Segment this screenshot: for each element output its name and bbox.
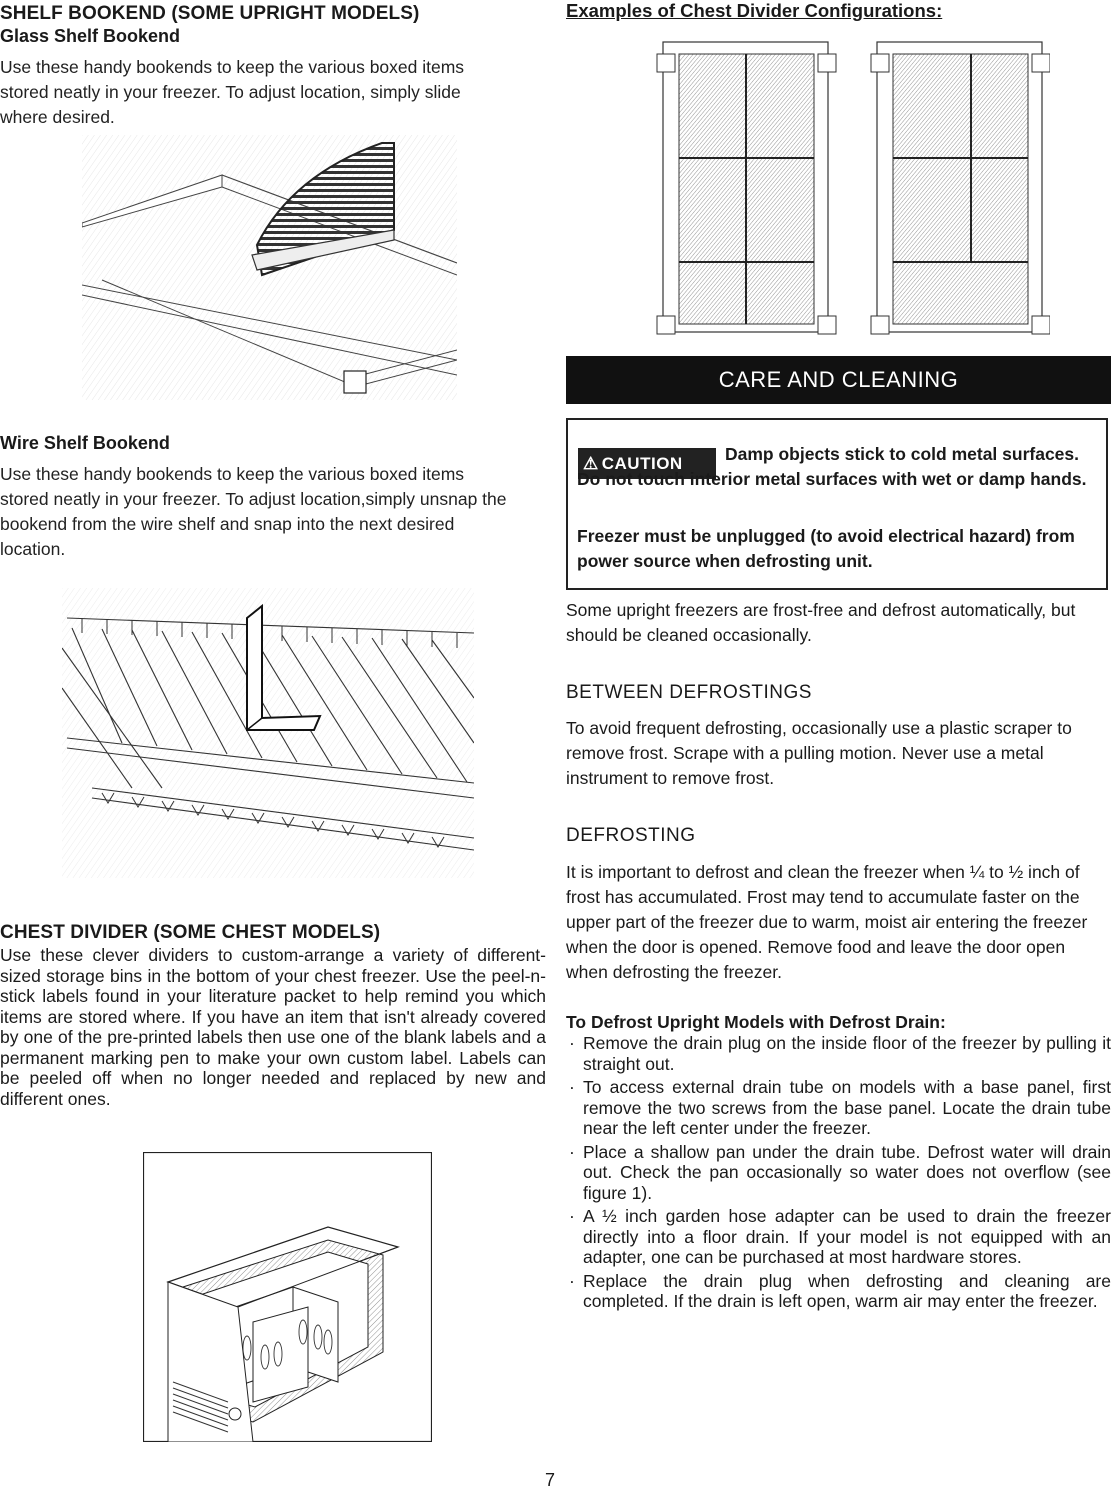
care-and-cleaning-banner: CARE AND CLEANING — [566, 356, 1111, 404]
caution-label: CAUTION — [601, 454, 683, 473]
chest-freezer-illustration — [143, 1152, 432, 1442]
caution-line-1: Damp objects stick to cold metal surfaces. Do not touch interior metal surfaces with wet or damp hands. — [577, 444, 1087, 489]
shelf-bookend-heading: SHELF BOOKEND (SOME UPRIGHT MODELS) — [0, 3, 420, 24]
between-defrostings-text: To avoid frequent defrosting, occasionally use a plastic scraper to remove frost. Scrape with a pulling motion. Never use a metal instrument to remove frost. — [566, 718, 1072, 788]
caution-line-2: Freezer must be unplugged (to avoid electrical hazard) from power source when defrosting unit. — [577, 526, 1075, 571]
care-intro: Some upright freezers are frost-free and defrost automatically, but should be cleaned occasionally. — [566, 600, 1076, 645]
configuration-right — [871, 42, 1050, 334]
examples-heading: Examples of Chest Divider Configurations: — [566, 0, 943, 21]
chest-divider-heading: CHEST DIVIDER (SOME CHEST MODELS) — [0, 922, 381, 943]
wire-shelf-bookend-illustration — [62, 588, 474, 878]
defrosting-text: It is important to defrost and clean the freezer when ¼ to ½ inch of frost has accumulated. Frost may tend to accumulate faster on the upper part of the freezer due to warm, moist air entering the freezer when the door is opened. Remove food and leave the door open when defrosting the freezer. — [566, 862, 1088, 982]
upright-drain-heading: To Defrost Upright Models with Defrost Drain: — [566, 1012, 946, 1032]
warning-icon: ⚠ — [583, 454, 599, 473]
chest-divider-configurations — [655, 34, 1050, 344]
wire-shelf-heading: Wire Shelf Bookend — [0, 433, 170, 453]
wire-shelf-text: Use these handy bookends to keep the various boxed items stored neatly in your freezer. To adjust location,simply unsnap the bookend from the wire shelf and snap into the next desired location. — [0, 464, 507, 559]
defrost-step: · Remove the drain plug on the inside floor of the freezer by pulling it straight out. — [566, 1033, 1111, 1074]
page-number: 7 — [545, 1470, 556, 1490]
defrost-steps — [566, 1033, 1111, 1315]
defrost-step: · To access external drain tube on models with a base panel, first remove the two screws from the base panel. Locate the drain tube near the left center under the freezer. — [566, 1077, 1111, 1139]
glass-shelf-text: Use these handy bookends to keep the various boxed items stored neatly in your freezer. To adjust location, simply slide where desired. — [0, 57, 465, 127]
defrosting-heading: DEFROSTING — [566, 825, 696, 846]
glass-shelf-bookend-illustration — [82, 135, 457, 400]
caution-box — [566, 418, 1108, 590]
defrost-step: · Replace the drain plug when defrosting and cleaning are completed. If the drain is left open, warm air may enter the freezer. — [566, 1271, 1111, 1312]
between-defrostings-heading: BETWEEN DEFROSTINGS — [566, 682, 812, 703]
glass-shelf-heading: Glass Shelf Bookend — [0, 26, 181, 46]
configuration-left — [657, 42, 836, 334]
defrost-step: · Place a shallow pan under the drain tube. Defrost water will drain out. Check the pan occasionally so water does not overflow (see figure 1). — [566, 1142, 1111, 1204]
defrost-step: · A ½ inch garden hose adapter can be used to drain the freezer directly into a floor drain. If your model is not equipped with an adapter, one can be purchased at most hardware stores. — [566, 1206, 1111, 1268]
chest-divider-text: Use these clever dividers to custom-arrange a variety of different-sized storage bins in the bottom of your chest freezer. Use the peel-n-stick labels found in your literature packet to help remind you which items are stored where. If you have an item that isn't already covered by one of the pre-printed labels then use one of the blank labels and a permanent marking pen to make your own custom label. Labels can be peeled off when no longer needed and replaced by new and different ones. — [0, 945, 546, 1109]
